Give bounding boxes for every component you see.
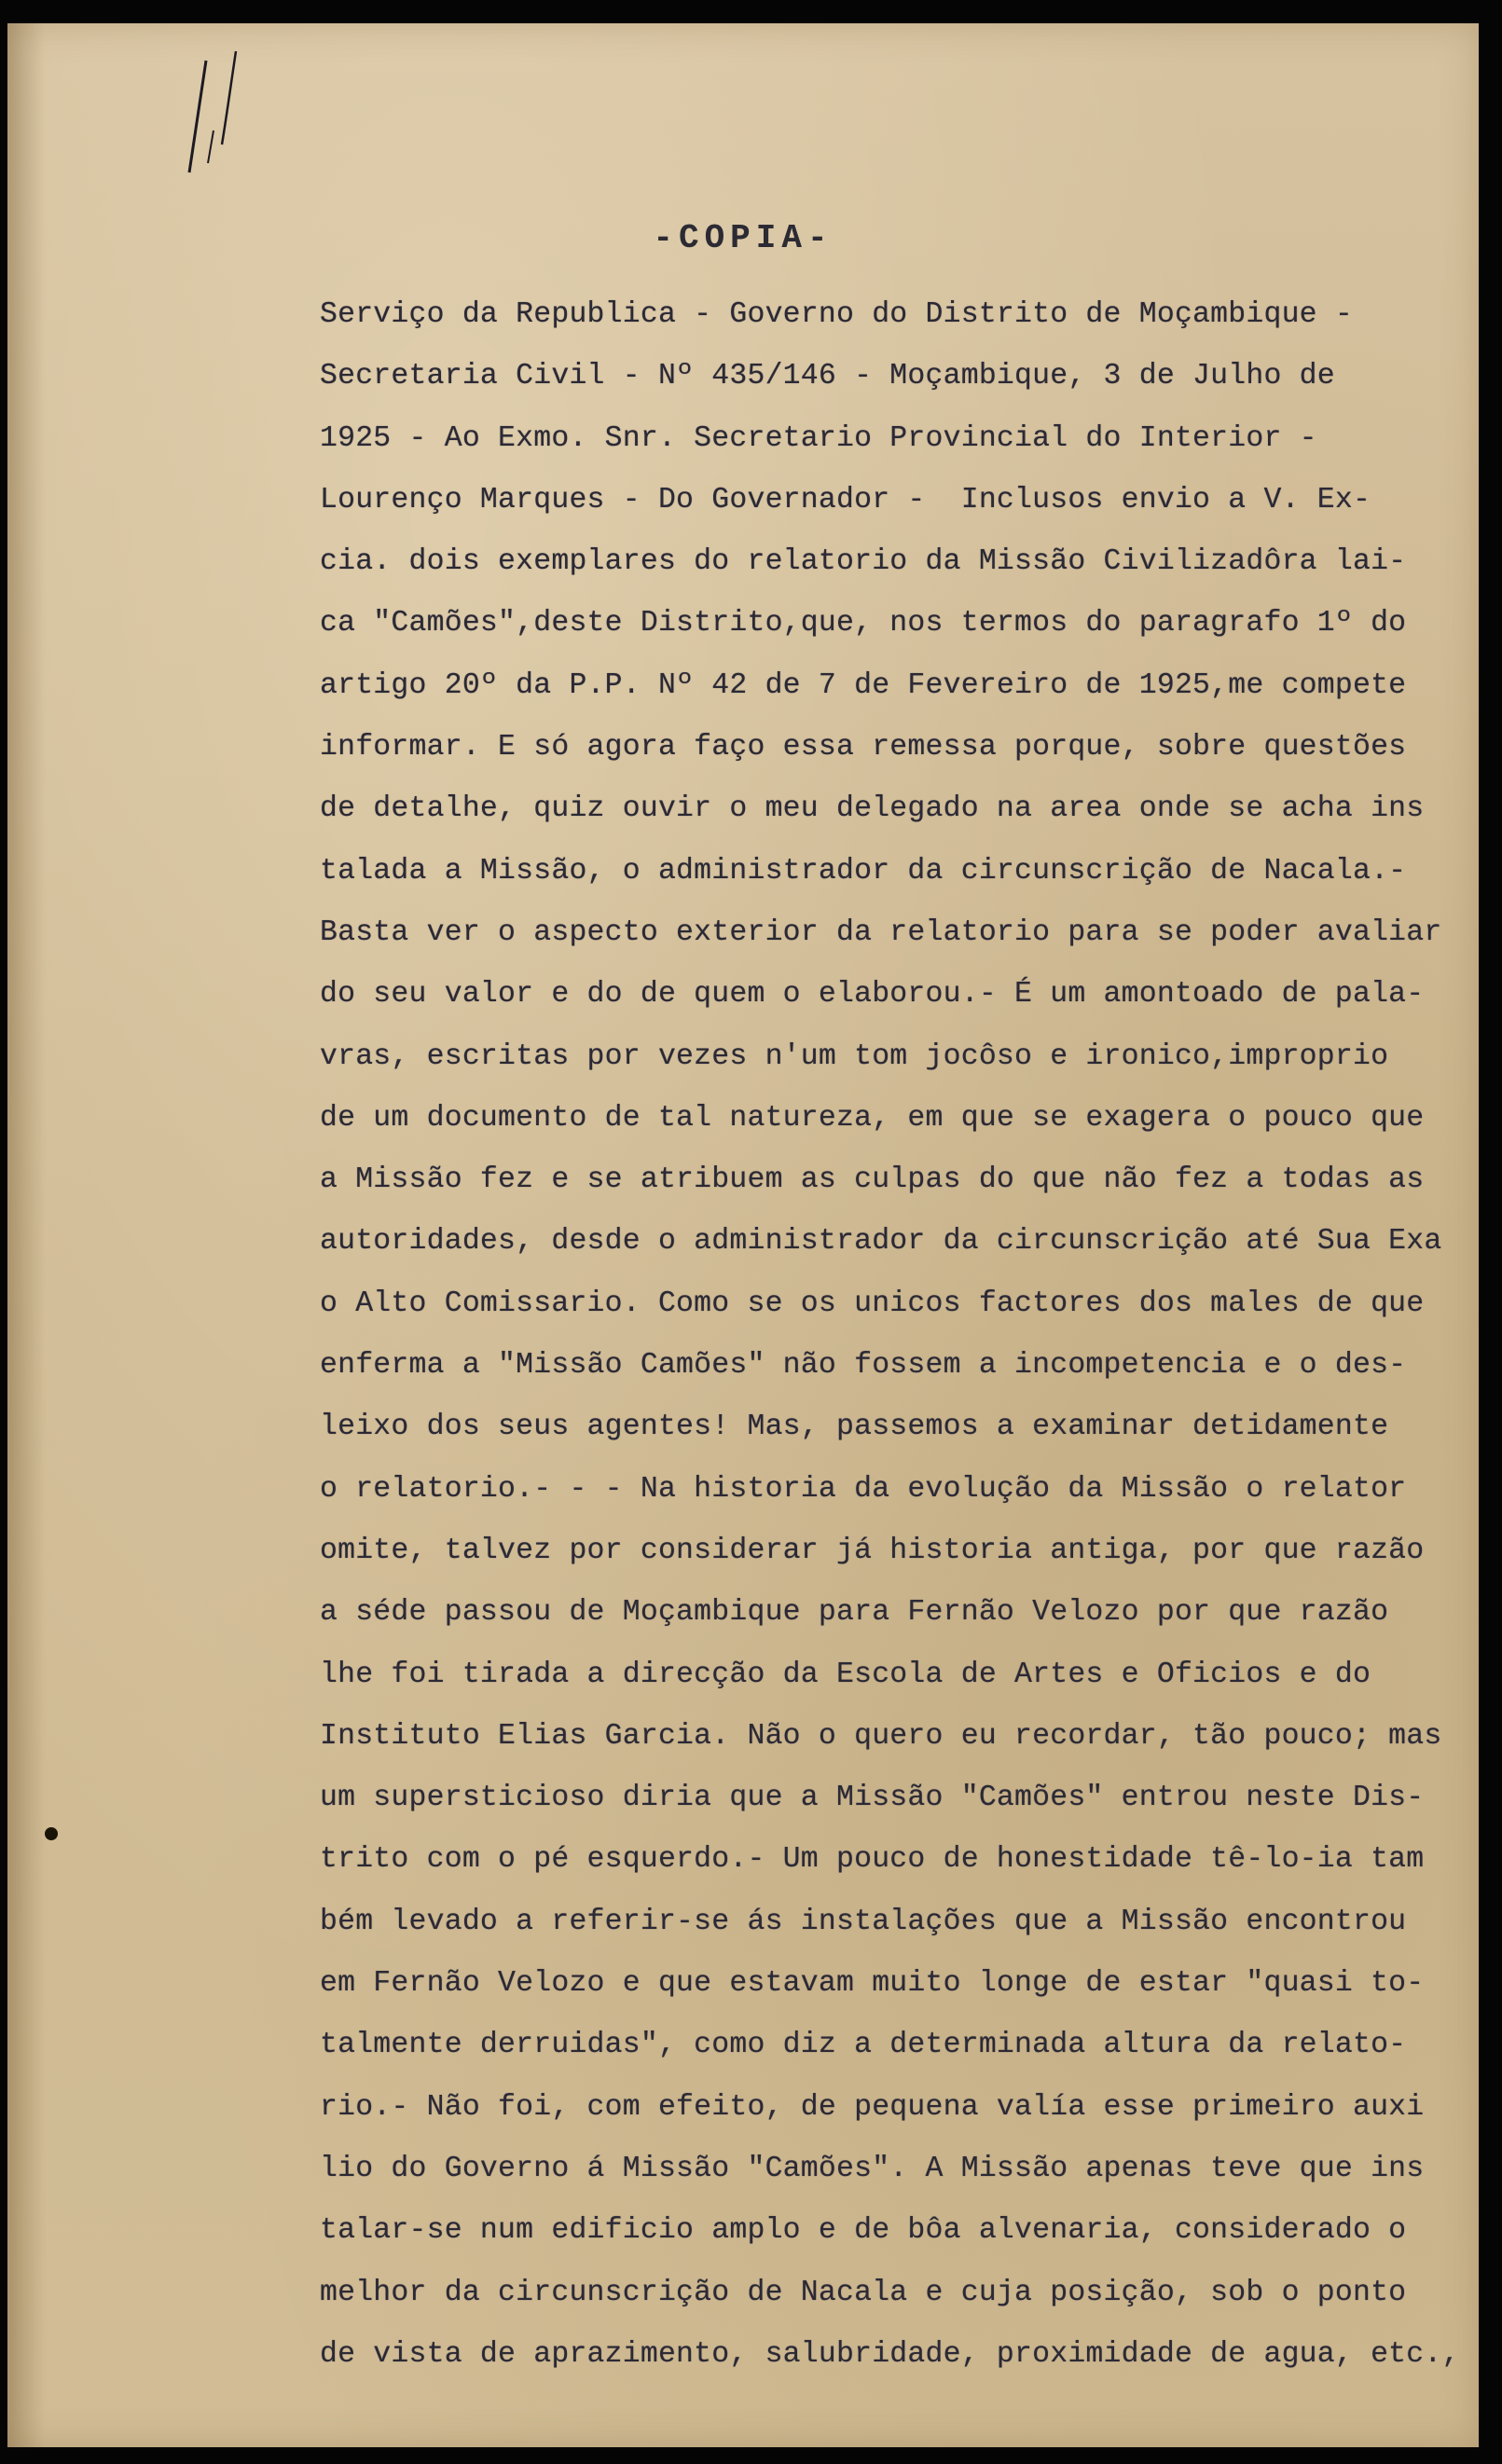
text-line: cia. dois exemplares do relatorio da Missão Civilizadôra lai- bbox=[320, 545, 1407, 579]
text-line: um supersticioso diria que a Missão "Camões" entrou neste Dis- bbox=[320, 1782, 1425, 1815]
text-line: lhe foi tirada a direcção da Escola de Artes e Oficios e do bbox=[320, 1658, 1371, 1691]
text-line: rio.- Não foi, com efeito, de pequena valía esse primeiro auxi bbox=[320, 2090, 1425, 2124]
text-line: autoridades, desde o administrador da circunscrição até Sua Exa bbox=[320, 1225, 1442, 1259]
text-line: enferma a "Missão Camões" não fossem a incompetencia e o des- bbox=[320, 1349, 1407, 1383]
text-line: lio do Governo á Missão "Camões". A Missão apenas teve que ins bbox=[320, 2152, 1425, 2185]
text-line: a Missão fez e se atribuem as culpas do que não fez a todas as bbox=[320, 1163, 1425, 1197]
text-line: talada a Missão, o administrador da circunscrição de Nacala.- bbox=[320, 854, 1407, 888]
text-line: melhor da circunscrição de Nacala e cuja posição, sob o ponto bbox=[320, 2276, 1407, 2309]
text-line: ca "Camões",deste Distrito,que, nos termos do paragrafo 1º do bbox=[320, 607, 1407, 640]
page-edge-shadow bbox=[7, 23, 45, 2447]
text-line: de detalhe, quiz ouvir o meu delegado na area onde se acha ins bbox=[320, 792, 1425, 826]
text-line: do seu valor e do de quem o elaborou.- É um amontoado de pala- bbox=[320, 978, 1425, 1012]
text-line: leixo dos seus agentes! Mas, passemos a examinar detidamente bbox=[320, 1411, 1389, 1444]
text-line: em Fernão Velozo e que estavam muito longe de estar "quasi to- bbox=[320, 1967, 1425, 2001]
text-line: trito com o pé esquerdo.- Um pouco de honestidade tê-lo-ia tam bbox=[320, 1843, 1425, 1877]
document-body bbox=[320, 284, 1476, 2386]
text-line: a séde passou de Moçambique para Fernão Velozo por que razão bbox=[320, 1596, 1389, 1630]
text-line: talar-se num edificio amplo e de bôa alvenaria, considerado o bbox=[320, 2214, 1407, 2248]
text-line: Secretaria Civil - Nº 435/146 - Moçambique, 3 de Julho de bbox=[320, 360, 1335, 393]
text-line: bém levado a referir-se ás instalações que a Missão encontrou bbox=[320, 1905, 1407, 1938]
punch-hole-mark bbox=[45, 1827, 58, 1840]
text-line: vras, escritas por vezes n'um tom jocôso e ironico,improprio bbox=[320, 1039, 1389, 1073]
document-heading: -COPIA- bbox=[653, 219, 834, 257]
text-line: Serviço da Republica - Governo do Distrito de Moçambique - bbox=[320, 298, 1353, 331]
text-line: Instituto Elias Garcia. Não o quero eu recordar, tão pouco; mas bbox=[320, 1719, 1442, 1753]
handwritten-pen-marks bbox=[171, 33, 264, 182]
document-page bbox=[7, 23, 1479, 2447]
text-line: talmente derruidas", como diz a determinada altura da relato- bbox=[320, 2029, 1407, 2062]
text-line: Lourenço Marques - Do Governador - Inclusos envio a V. Ex- bbox=[320, 483, 1371, 516]
text-line: o Alto Comissario. Como se os unicos factores dos males de que bbox=[320, 1287, 1425, 1320]
text-line: de vista de aprazimento, salubridade, proximidade de agua, etc., bbox=[320, 2337, 1460, 2371]
text-line: o relatorio.- - - Na historia da evolução da Missão o relator bbox=[320, 1472, 1407, 1506]
text-line: 1925 - Ao Exmo. Snr. Secretario Provincial do Interior - bbox=[320, 421, 1317, 455]
text-line: de um documento de tal natureza, em que se exagera o pouco que bbox=[320, 1101, 1425, 1135]
text-line: artigo 20º da P.P. Nº 42 de 7 de Fevereiro de 1925,me compete bbox=[320, 668, 1407, 702]
text-line: Basta ver o aspecto exterior da relatorio para se poder avaliar bbox=[320, 915, 1442, 949]
text-line: omite, talvez por considerar já historia antiga, por que razão bbox=[320, 1534, 1425, 1567]
text-line: informar. E só agora faço essa remessa porque, sobre questões bbox=[320, 731, 1407, 764]
